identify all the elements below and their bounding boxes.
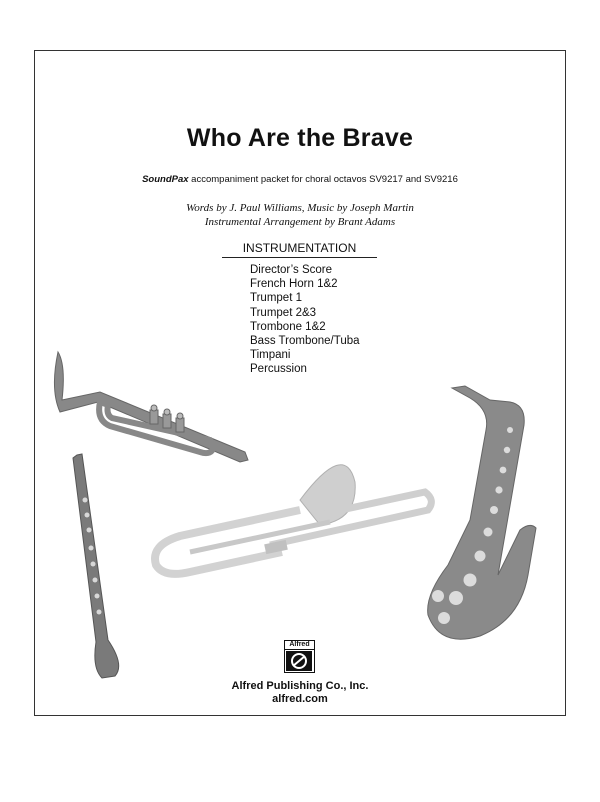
instrument-item: Trombone 1&2 <box>250 320 326 333</box>
trumpet-icon <box>54 352 248 462</box>
saxophone-icon <box>428 386 536 639</box>
instrument-item: Bass Trombone/Tuba <box>250 335 360 348</box>
instrument-item: French Horn 1&2 <box>250 278 338 291</box>
publisher <box>0 680 600 706</box>
instrument-item: Trumpet 1 <box>250 292 302 305</box>
alfred-logo-mark <box>285 650 313 672</box>
alfred-logo-text: Alfred <box>285 641 314 650</box>
instrument-item: Timpani <box>250 349 291 362</box>
alfred-logo-icon <box>284 640 315 673</box>
credits-line-2: Instrumental Arrangement by Brant Adams <box>204 216 396 228</box>
package-text: accompaniment packet for choral octavos SV9217 and SV9216 <box>188 174 458 185</box>
credits-line-1: Words by J. Paul Williams, Music by Joseph Martin <box>186 202 414 214</box>
instrumentation-heading: INSTRUMENTATION <box>222 241 377 258</box>
trombone-icon <box>155 465 431 574</box>
soundpax-brand: SoundPax <box>142 174 189 185</box>
publisher-url[interactable]: alfred.com <box>272 693 328 705</box>
instrument-item: Percussion <box>250 363 307 376</box>
clarinet-icon <box>73 454 119 678</box>
page-title: Who Are the Brave <box>186 124 414 152</box>
instrument-item: Trumpet 2&3 <box>250 306 317 319</box>
publisher-name: Alfred Publishing Co., Inc. <box>231 680 369 692</box>
instrument-item: Director’s Score <box>250 264 333 276</box>
